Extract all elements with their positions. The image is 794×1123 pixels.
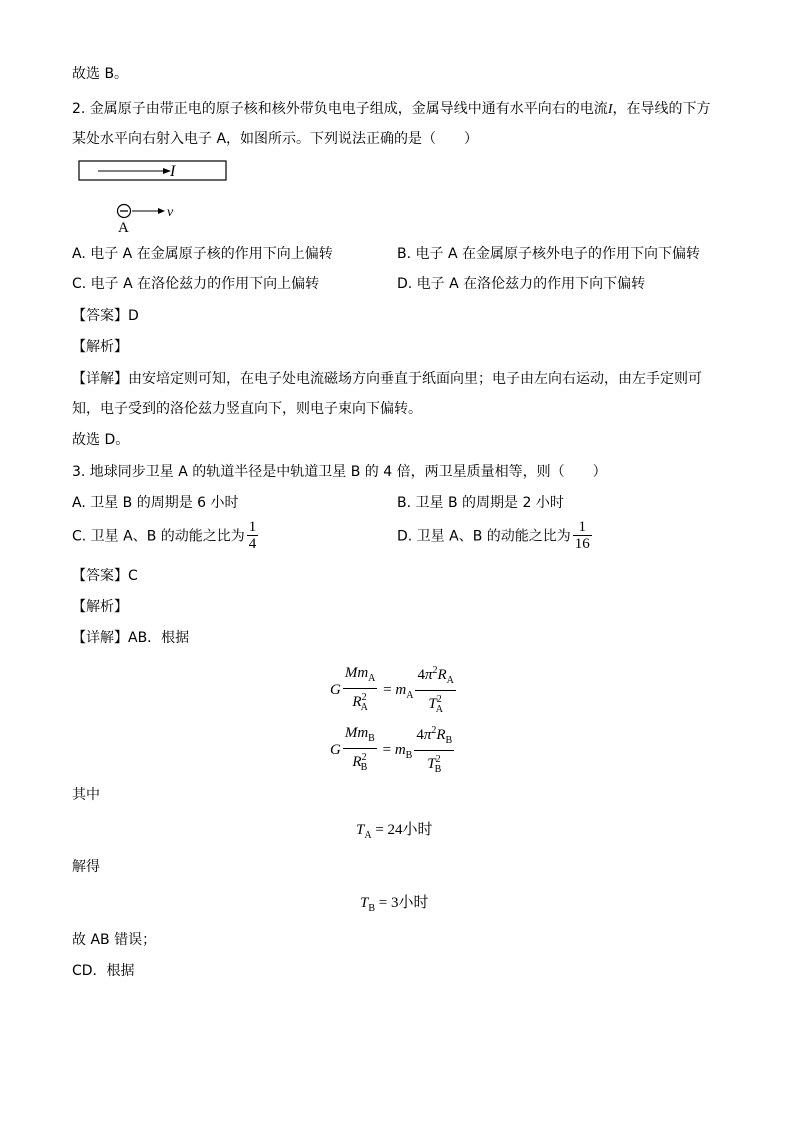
wire-diagram: [78, 160, 228, 232]
q2-explanation-line2: 知，电子受到的洛伦兹力竖直向下，则电子束向下偏转。: [72, 401, 422, 417]
electron-label: A: [118, 220, 129, 232]
equation-ta: $T_A = 24$小时: [356, 822, 433, 841]
text-cd-intro: CD．根据: [72, 963, 135, 979]
question-3: 3. 地球同步卫星 A 的轨道半径是中轨道卫星 B 的 4 倍，两卫星质量相等，则（ ）: [72, 464, 607, 480]
velocity-arrow-head: [158, 208, 165, 214]
q2-explanation-line1: 【详解】由安培定则可知，在电子处电流磁场方向垂直于纸面向里；电子由左向右运动，由左手定则可: [72, 371, 702, 387]
q3-option-d: D. 卫星 A、B 的动能之比为 $\frac{1}{16}$: [397, 519, 590, 552]
q2-option-b: B. 电子 A 在金属原子核外电子的作用下向下偏转: [397, 246, 700, 262]
text-qizhong: 其中: [72, 787, 100, 803]
question-2-line1: 2. 金属原子由带正电的原子核和核外带负电电子组成，金属导线中通有水平向右的电流I，在导线的下方: [72, 101, 711, 117]
question-2-line2: 某处水平向右射入电子 A，如图所示。下列说法正确的是（ ）: [72, 131, 479, 147]
q2-option-a: A. 电子 A 在金属原子核的作用下向上偏转: [72, 246, 333, 262]
q2-option-d: D. 电子 A 在洛伦兹力的作用下向下偏转: [397, 276, 646, 292]
text-jiede: 解得: [72, 859, 100, 875]
q3-explanation-intro: 【详解】AB．根据: [72, 630, 190, 646]
q3-option-c: C. 卫星 A、B 的动能之比为 $\frac{1}{4}$: [72, 519, 257, 552]
q3-option-a: A. 卫星 B 的周期是 6 小时: [72, 495, 239, 511]
wire-figure: [78, 160, 228, 230]
q2-conclusion: 故选 D。: [72, 432, 130, 448]
current-label: I: [170, 163, 176, 180]
q3-option-b: B. 卫星 B 的周期是 2 小时: [397, 495, 564, 511]
equation-tb: $T_B = 3$小时: [360, 895, 429, 914]
text-ab-wrong: 故 AB 错误；: [72, 932, 157, 948]
q3-answer: 【答案】C: [72, 568, 138, 584]
current-symbol: I: [607, 102, 613, 117]
q3-option-c-fraction: $\frac{1}{4}$: [248, 519, 257, 552]
equation-gravity-a: G $\frac{Mm_A}{R^2_A}$ = $m_A$ $\frac{4\pi^2R_A}{T^2_A}$: [330, 662, 458, 719]
q2-option-c: C. 电子 A 在洛伦兹力的作用下向上偏转: [72, 276, 320, 292]
velocity-label: v: [167, 205, 174, 220]
q2-answer: 【答案】D: [72, 308, 139, 324]
q3-option-d-fraction: $\frac{1}{16}$: [574, 519, 590, 552]
equation-gravity-b: G $\frac{Mm_B}{R^2_B}$ = $m_B$ $\frac{4\pi^2R_B}{T^2_B}$: [330, 722, 456, 779]
conclusion-q1: 故选 B。: [72, 66, 129, 82]
q3-analysis-heading: 【解析】: [72, 599, 128, 615]
q2-analysis-heading: 【解析】: [72, 339, 128, 355]
